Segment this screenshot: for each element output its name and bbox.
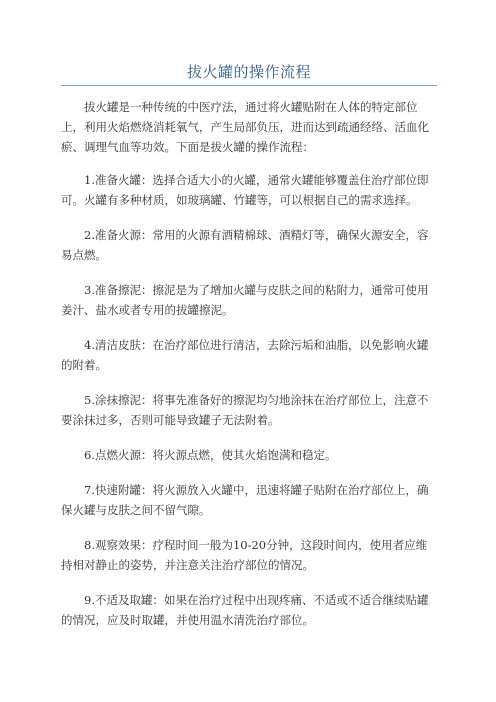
step-9-paragraph: 9.不适及取罐：如果在治疗过程中出现疼痛、不适或不适合继续贴罐的情况，应及时取罐，并使用温水清洗治疗部位。 — [61, 593, 429, 627]
step-2-paragraph: 2.准备火源：常用的火源有酒精棉球、酒精灯等，确保火源安全，容易点燃。 — [61, 228, 429, 262]
step-1-paragraph: 1.准备火罐：选择合适大小的火罐，通常火罐能够覆盖住治疗部位即可。火罐有多种材质，如玻璃罐、竹罐等，可以根据自己的需求选择。 — [61, 173, 429, 207]
step-5-paragraph: 5.涂抹擦泥：将事先准备好的擦泥均匀地涂抹在治疗部位上，注意不要涂抹过多，否则可能导致罐子无法附着。 — [61, 393, 429, 427]
step-3-paragraph: 3.准备擦泥：擦泥是为了增加火罐与皮肤之间的粘附力，通常可使用姜汁、盐水或者专用的拔罐擦泥。 — [61, 283, 429, 317]
step-6-paragraph: 6.点燃火源：将火源点燃，使其火焰饱满和稳定。 — [84, 448, 337, 462]
step-7-paragraph: 7.快速附罐：将火源放入火罐中，迅速将罐子贴附在治疗部位上，确保火罐与皮肤之间不留气隙。 — [61, 483, 429, 517]
step-8-paragraph: 8.观察效果：疗程时间一般为10-20分钟，这段时间内，使用者应维持相对静止的姿势，并注意关注治疗部位的情况。 — [61, 538, 428, 572]
step-4-paragraph: 4.清洁皮肤：在治疗部位进行清洁，去除污垢和油脂，以免影响火罐的附着。 — [61, 338, 429, 372]
document-title: 拔火罐的操作流程 — [186, 63, 311, 81]
intro-paragraph: 拔火罐是一种传统的中医疗法，通过将火罐贴附在人体的特定部位上，利用火焰燃烧消耗氧气，产生局部负压，进而达到疏通经络、活血化瘀、调理气血等功效。下面是拔火罐的操作流程： — [61, 100, 429, 154]
title-underline — [61, 85, 437, 86]
